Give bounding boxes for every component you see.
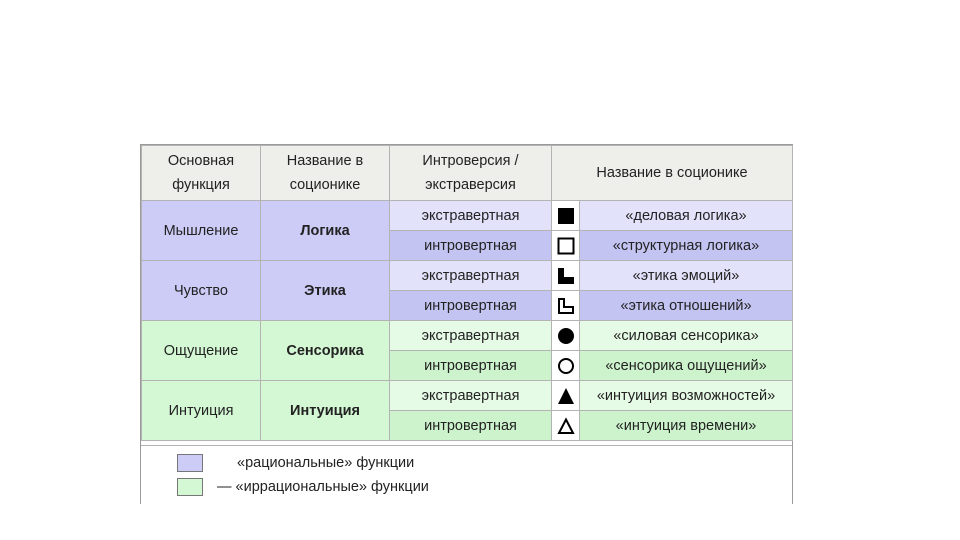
symbol-cell (552, 381, 580, 411)
symbol-cell (552, 351, 580, 381)
orientation-cell: интровертная (390, 291, 552, 321)
orientation-cell: интровертная (390, 231, 552, 261)
orientation-cell: интровертная (390, 411, 552, 441)
socionics-name-cell: Интуиция (261, 381, 390, 441)
symbol-cell (552, 261, 580, 291)
header-row (142, 146, 793, 201)
filled-square-icon (557, 207, 575, 225)
filled-circle-icon (557, 327, 575, 345)
element-name-cell: «этика эмоций» (580, 261, 793, 291)
element-name-cell: «структурная логика» (580, 231, 793, 261)
socionics-functions-table-frame (140, 144, 793, 504)
irrational-swatch (177, 478, 203, 496)
element-name-cell: «деловая логика» (580, 201, 793, 231)
rational-legend-label: «рациональные» функции (237, 455, 415, 471)
socionics-name-cell: Сенсорика (261, 321, 390, 381)
socionics-name-cell: Этика (261, 261, 390, 321)
table-row (142, 201, 793, 231)
element-name-cell: «интуиция возможностей» (580, 381, 793, 411)
main-function-cell: Мышление (142, 201, 261, 261)
orientation-cell: экстравертная (390, 201, 552, 231)
outline-circle-icon (557, 357, 575, 375)
main-function-cell: Ощущение (142, 321, 261, 381)
filled-triangle-icon (557, 387, 575, 405)
header-orientation: Интроверсия / экстраверсия (390, 146, 552, 201)
element-name-cell: «сенсорика ощущений» (580, 351, 793, 381)
header-socionics-element-name: Название в соционике (552, 146, 793, 201)
element-name-cell: «силовая сенсорика» (580, 321, 793, 351)
socionics-name-cell: Логика (261, 201, 390, 261)
symbol-cell (552, 411, 580, 441)
header-socionics-name: Название в соционике (261, 146, 390, 201)
main-function-cell: Интуиция (142, 381, 261, 441)
outline-triangle-icon (557, 417, 575, 435)
table-row (142, 381, 793, 411)
outline-square-icon (557, 237, 575, 255)
symbol-cell (552, 291, 580, 321)
rational-swatch (177, 454, 203, 472)
irrational-legend-label: — «иррациональные» функции (217, 479, 429, 495)
outline-l-shape-icon (557, 297, 575, 315)
element-name-cell: «интуиция времени» (580, 411, 793, 441)
filled-l-shape-icon (557, 267, 575, 285)
table-row (142, 261, 793, 291)
table-row (142, 321, 793, 351)
functions-table (141, 145, 793, 441)
orientation-cell: экстравертная (390, 321, 552, 351)
symbol-cell (552, 321, 580, 351)
orientation-cell: экстравертная (390, 261, 552, 291)
element-name-cell: «этика отношений» (580, 291, 793, 321)
orientation-cell: экстравертная (390, 381, 552, 411)
main-function-cell: Чувство (142, 261, 261, 321)
legend (141, 445, 792, 504)
symbol-cell (552, 201, 580, 231)
symbol-cell (552, 231, 580, 261)
orientation-cell: интровертная (390, 351, 552, 381)
header-main-function: Основная функция (142, 146, 261, 201)
